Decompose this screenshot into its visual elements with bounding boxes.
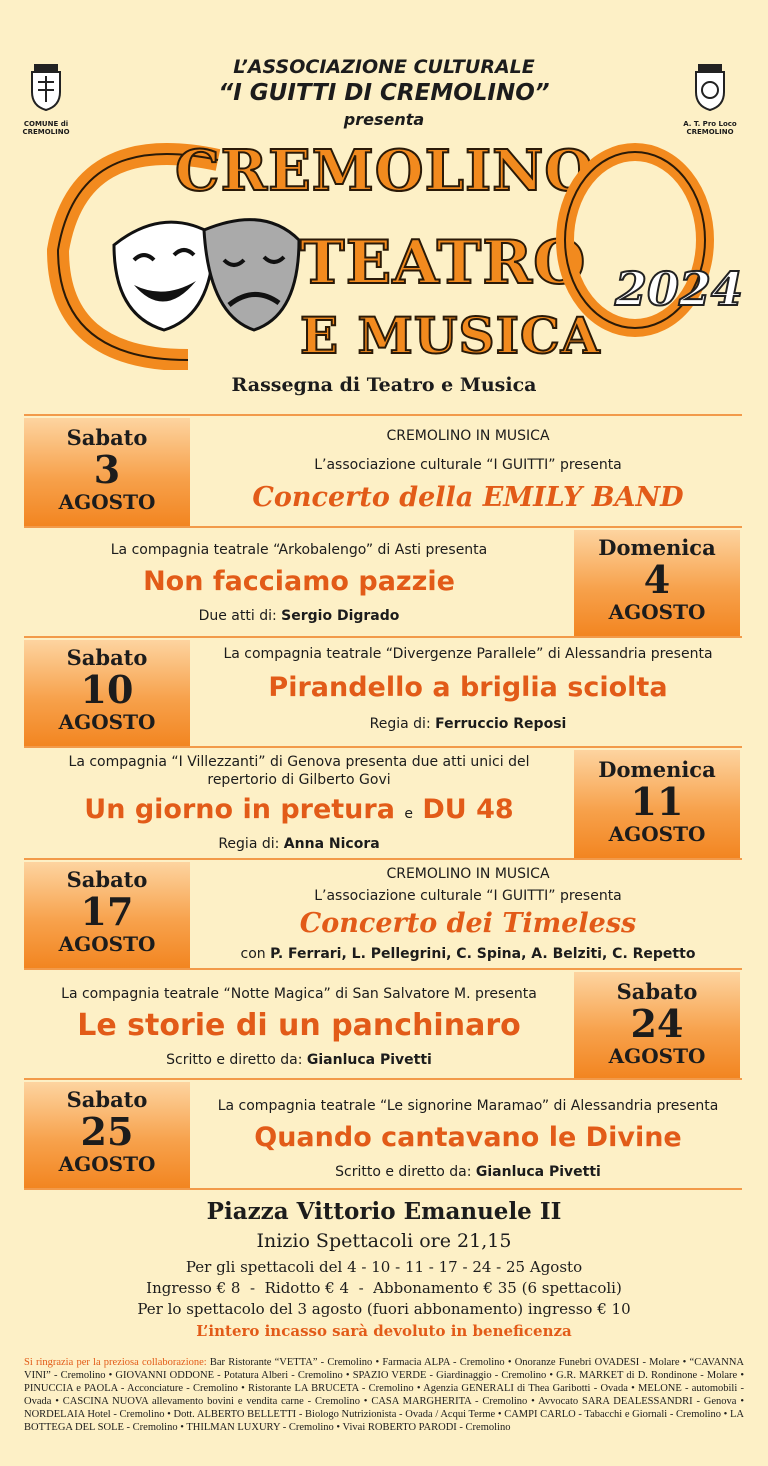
title-e-musica: E MUSICA — [300, 306, 601, 365]
credit-label: Scritto e diretto da: — [335, 1164, 476, 1180]
date-number: 25 — [80, 1109, 134, 1154]
event-pre1: CREMOLINO IN MUSICA — [386, 428, 550, 444]
credit-value: P. Ferrari, L. Pellegrini, C. Spina, A. Belziti, C. Repetto — [270, 946, 696, 962]
credit-label: Regia di: — [369, 716, 436, 732]
event-title-conj: e — [404, 806, 413, 822]
date-box — [24, 418, 190, 528]
event-title: Quando cantavano le Divine — [254, 1122, 682, 1153]
date-number: 10 — [80, 667, 134, 712]
info-line-2: Ingresso € 8 - Ridotto € 4 - Abbonamento € 35 (6 spettacoli) — [146, 1279, 622, 1297]
credit-label: Due atti di: — [198, 608, 282, 624]
date-box — [24, 1082, 190, 1190]
venue: Piazza Vittorio Emanuele II — [206, 1198, 562, 1225]
event-row — [24, 968, 742, 1080]
event-pre2: repertorio di Gilberto Govi — [207, 772, 391, 788]
event-credit — [24, 1052, 574, 1069]
event-pre1: CREMOLINO IN MUSICA — [386, 866, 550, 882]
event-pre1: La compagnia teatrale “Le signorine Maramao” di Alessandria presenta — [217, 1098, 719, 1114]
event-row — [24, 858, 742, 970]
proloco-crest-icon — [690, 62, 730, 112]
event-pre1: La compagnia teatrale “Notte Magica” di San Salvatore M. presenta — [61, 986, 537, 1002]
date-day: Sabato — [66, 425, 148, 450]
title-cremolino: CREMOLINO — [175, 138, 595, 204]
info-line-3: Per lo spettacolo del 3 agosto (fuori abbonamento) ingresso € 10 — [137, 1300, 631, 1318]
assoc-line-2: “I GUITTI DI CREMOLINO” — [218, 80, 550, 106]
bottom-rule — [24, 1188, 742, 1190]
event-credit — [194, 1164, 742, 1181]
date-day: Sabato — [66, 1087, 148, 1112]
event-pre1: La compagnia teatrale “Divergenze Parallele” di Alessandria presenta — [223, 646, 713, 662]
date-month: AGOSTO — [608, 822, 706, 846]
title-teatro: TEATRO — [300, 228, 587, 298]
proloco-caption: A. T. Pro Loco CREMOLINO — [683, 120, 737, 136]
date-box — [574, 750, 740, 860]
event-title — [24, 794, 574, 830]
credit-label: con — [240, 946, 271, 962]
date-day: Sabato — [616, 979, 698, 1004]
credit-value: Gianluca Pivetti — [306, 1052, 432, 1068]
credit-value: Anna Nicora — [283, 836, 380, 852]
event-title: Non facciamo pazzie — [143, 566, 455, 597]
date-month: AGOSTO — [58, 932, 156, 956]
event-pre2: L’associazione culturale “I GUITTI” presenta — [314, 888, 622, 904]
date-box — [574, 530, 740, 638]
date-month: AGOSTO — [58, 710, 156, 734]
event-row — [24, 636, 742, 748]
event-row — [24, 414, 742, 528]
date-number: 17 — [80, 889, 134, 934]
date-month: AGOSTO — [608, 1044, 706, 1068]
event-pre2: L’associazione culturale “I GUITTI” presenta — [314, 457, 622, 473]
date-number: 3 — [93, 447, 121, 492]
date-number: 24 — [630, 1001, 684, 1046]
event-pre1: La compagnia teatrale “Arkobalengo” di Asti presenta — [110, 542, 488, 558]
assoc-line-3: presenta — [343, 110, 425, 129]
credit-value: Ferruccio Reposi — [435, 716, 567, 732]
event-credit — [24, 836, 574, 853]
event-title: Concerto dei Timeless — [299, 908, 637, 939]
comune-caption: COMUNE di CREMOLINO — [22, 120, 70, 136]
date-day: Sabato — [66, 867, 148, 892]
event-credit — [24, 608, 574, 625]
event-row — [24, 1078, 742, 1190]
assoc-line-1: L’ASSOCIAZIONE CULTURALE — [233, 56, 535, 78]
event-row — [24, 526, 742, 638]
date-day: Domenica — [598, 757, 716, 782]
theatre-masks-icon — [104, 205, 304, 335]
credit-value: Gianluca Pivetti — [475, 1164, 601, 1180]
date-box — [574, 972, 740, 1080]
event-title: Pirandello a briglia sciolta — [268, 672, 668, 703]
event-title-a: Un giorno in pretura — [84, 794, 395, 825]
comune-crest-icon — [26, 62, 66, 112]
date-box — [24, 862, 190, 970]
credits-intro: Si ringrazia per la preziosa collaborazione: — [24, 1357, 207, 1368]
event-pre1: La compagnia “I Villezzanti” di Genova presenta due atti unici del — [68, 754, 530, 770]
credit-value: Sergio Digrado — [281, 608, 400, 624]
event-title-b: DU 48 — [422, 794, 514, 825]
credits-block — [24, 1356, 744, 1434]
event-credit — [194, 716, 742, 733]
event-title: Concerto della EMILY BAND — [252, 482, 684, 513]
subtitle: Rassegna di Teatro e Musica — [231, 374, 537, 396]
date-number: 4 — [643, 557, 671, 602]
charity-note: L’intero incasso sarà devoluto in beneficenza — [196, 1322, 572, 1340]
date-month: AGOSTO — [58, 1152, 156, 1176]
date-month: AGOSTO — [608, 600, 706, 624]
year: 2024 — [615, 262, 744, 316]
date-day: Sabato — [66, 645, 148, 670]
info-line-1: Per gli spettacoli del 4 - 10 - 11 - 17 - 24 - 25 Agosto — [185, 1258, 583, 1276]
event-row — [24, 746, 742, 860]
credit-label: Regia di: — [218, 836, 284, 852]
date-number: 11 — [630, 779, 684, 824]
event-title: Le storie di un panchinaro — [77, 1008, 521, 1043]
date-box — [24, 640, 190, 748]
date-month: AGOSTO — [58, 490, 156, 514]
start-time: Inizio Spettacoli ore 21,15 — [256, 1230, 512, 1252]
date-day: Domenica — [598, 535, 716, 560]
credit-label: Scritto e diretto da: — [166, 1052, 307, 1068]
event-credit — [194, 946, 742, 963]
credits-text: Bar Ristorante “VETTA” - Cremolino • Farmacia ALPA - Cremolino • Onoranze Funebri OVADESI - Molare • “CAVANNA VINI” - Cremolino • GIOVANNI ODDONE - Potatura Alberi - Cremolino • SPAZIO VERDE - Giardinaggio - Cremolino • G.R. MARKET di D. Rondinone - Molare • PINUCCIA e PAOLA - Acconciature - Cremolino • Ristorante LA BRUCETA - Cremolino • Agenzia GENERALI di Thea Garibotti - Ovada • MELONE - automobili - Ovada • CASCINA NUOVA allevamento bovini e vendita carne - Cremolino • CASA MARGHERITA - Cremolino • Avvocato SARA DEALESSANDRI - Genova • NORDELAIA Hotel - Cremolino • Dott. ALBERTO BELLETTI - Biologo Nutrizionista - Ovada / Acqui Terme • CAMPI CARLO - Tabacchi e Giornali - Cremolino • LA BOTTEGA DEL SOLE - Cremolino • THILMAN LUXURY - Cremolino • Vivai ROBERTO PARODI - Cremolino — [24, 1357, 744, 1433]
